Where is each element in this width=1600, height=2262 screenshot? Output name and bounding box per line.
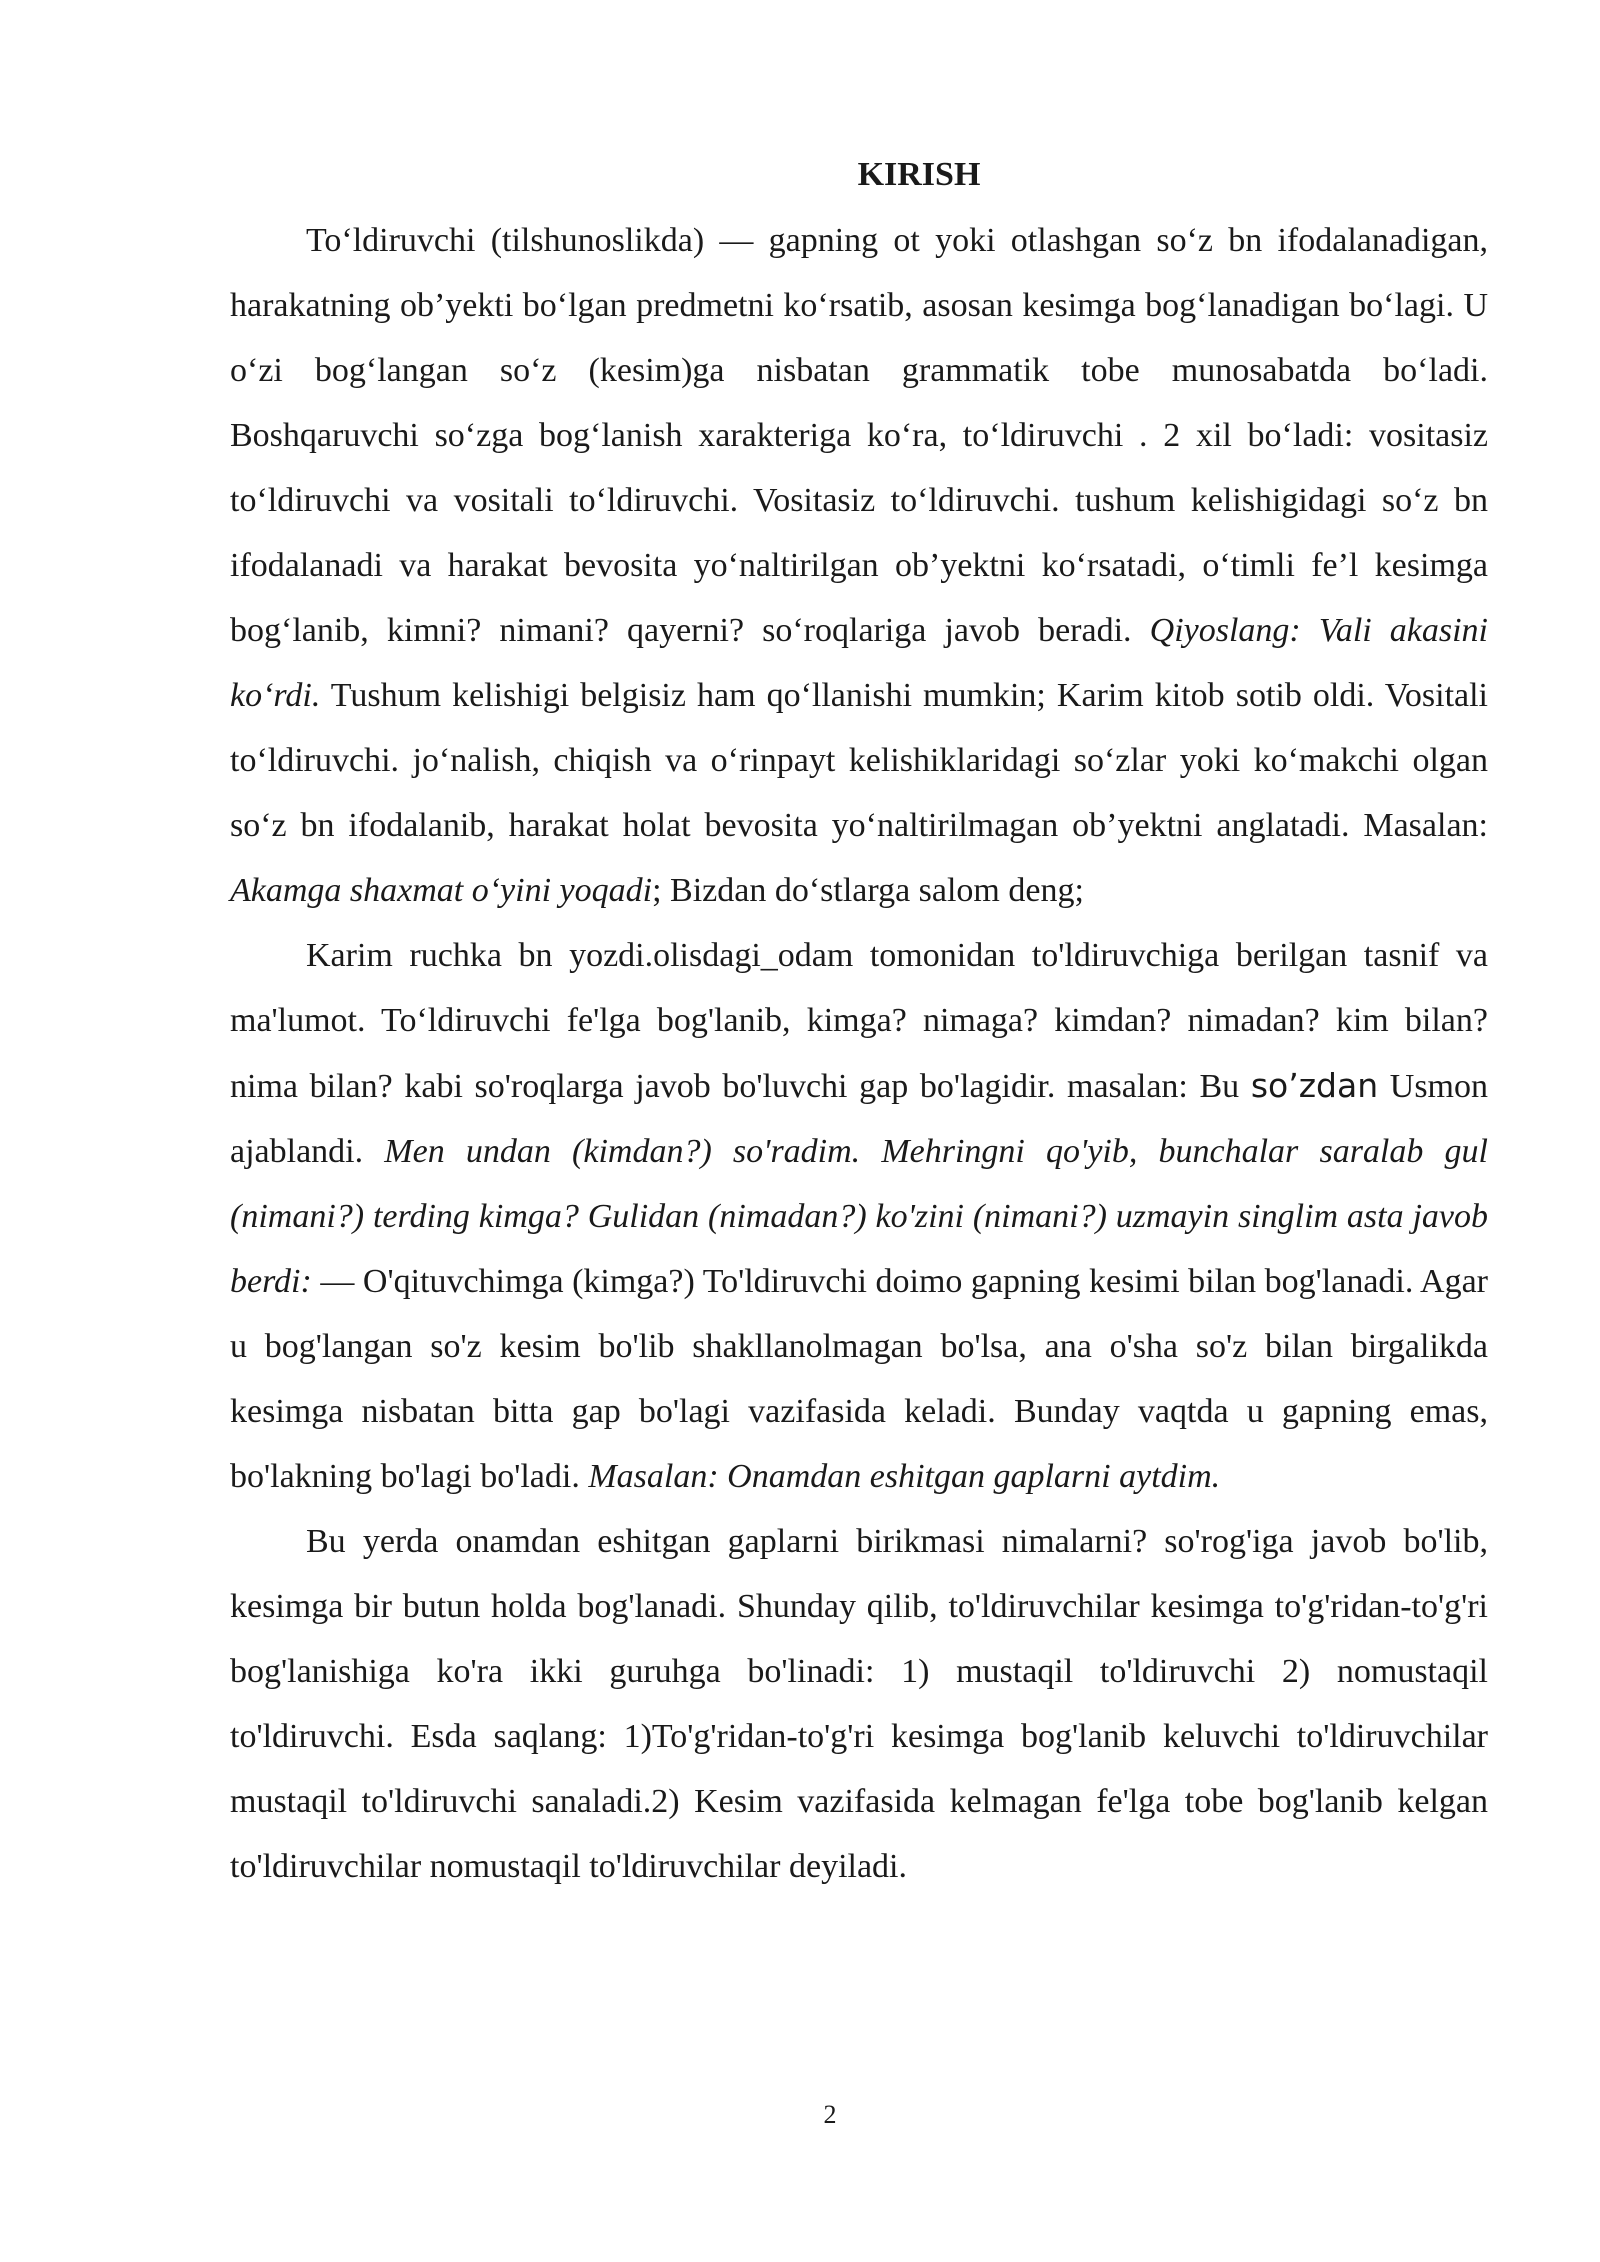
- document-page: [230, 148, 1488, 1899]
- paragraph-1-text-3: ; Bizdan do‘stlarga salom deng;: [652, 872, 1084, 909]
- paragraph-2: [230, 923, 1488, 1509]
- paragraph-3: [230, 1509, 1488, 1899]
- paragraph-2-text-1: Karim ruchka bn yozdi.olisdagi_odam tomonidan to'ldiruvchiga berilgan tasnif va ma'lumot. To‘ldiruvchi fe'lga bog'lanib, kimga? nimaga? kimdan? nimadan? kim bilan? nima bilan? kabi so'roqlarga javob bo'luvchi gap bo'lagidir. masalan: Bu: [230, 937, 1488, 1105]
- page-number: 2: [823, 2100, 837, 2129]
- paragraph-1-text-1: To‘ldiruvchi (tilshunoslikda) — gapning ot yoki otlashgan so‘z bn ifodalanadigan, harakatning ob’yekti bo‘lgan predmetni ko‘rsatib, asosan kesimga bog‘lanadigan bo‘lagi. U o‘zi bog‘langan so‘z (kesim)ga nisbatan grammatik tobe munosabatda bo‘ladi. Boshqaruvchi so‘zga bog‘lanish xarakteriga ko‘ra, to‘ldiruvchi . 2 xil bo‘ladi: vositasiz to‘ldiruvchi va vositali to‘ldiruvchi. Vositasiz to‘ldiruvchi. tushum kelishigidagi so‘z bn ifodalanadi va harakat bevosita yo‘naltirilgan ob’yektni ko‘rsatadi, o‘timli fe’l kesimga bog‘lanib, kimni? nimani? qayerni? so‘roqlariga javob beradi.: [230, 222, 1488, 649]
- paragraph-2-italic-1: Men undan (kimdan?) so'radim. Mehringni qo'yib, bunchalar saralab gul (nimani?) terding kimga? Gulidan (nimadan?) ko'zini (nimani?) uzmayin singlim asta javob berdi:: [230, 1133, 1488, 1300]
- paragraph-1-italic-1: Qiyoslang: Vali akasini ko‘rdi.: [230, 612, 1489, 714]
- paragraph-3-text-1: Bu yerda onamdan eshitgan gaplarni birikmasi nimalarni? so'rog'iga javob bo'lib, kesimga bir butun holda bog'lanadi. Shunday qilib, to'ldiruvchilar kesimga to'g'ridan-to'g'ri bog'lanishiga ko'ra ikki guruhga bo'linadi: 1) mustaqil to'ldiruvchi 2) nomustaqil to'ldiruvchi. Esda saqlang: 1)To'g'ridan-to'g'ri kesimga bog'lanib keluvchi to'ldiruvchilar mustaqil to'ldiruvchi sanaladi.2) Kesim vazifasida kelmagan fe'lga tobe bog'lanib kelgan to'ldiruvchilar nomustaqil to'ldiruvchilar deyiladi.: [230, 1523, 1488, 1885]
- paragraph-2-text-3: — O'qituvchimga (kimga?) To'ldiruvchi doimo gapning kesimi bilan bog'lanadi. Agar u bog'langan so'z kesim bo'lib shakllanolmagan bo'lsa, ana o'sha so'z bilan birgalikda kesimga nisbatan bitta gap bo'lagi vazifasida keladi. Bunday vaqtda u gapning emas, bo'lakning bo'lagi bo'ladi.: [230, 1263, 1488, 1495]
- paragraph-2-sans-word: so’zdan: [1250, 1066, 1379, 1105]
- paragraph-1-italic-2: Akamga shaxmat o‘yini yoqadi: [230, 872, 653, 909]
- page-title: KIRISH: [857, 156, 981, 193]
- paragraph-2-text-2: Usmon ajablandi.: [230, 1068, 1489, 1170]
- paragraph-1-text-2: Tushum kelishigi belgisiz ham qo‘llanishi mumkin; Karim kitob sotib oldi. Vositali to‘ldiruvchi. jo‘nalish, chiqish va o‘rinpayt kelishiklaridagi so‘zlar yoki ko‘makchi olgan so‘z bn ifodalanib, harakat holat bevosita yo‘naltirilmagan ob’yektni anglatadi. Masalan:: [230, 677, 1488, 844]
- paragraph-2-italic-2: Masalan: Onamdan eshitgan gaplarni aytdim.: [588, 1458, 1221, 1495]
- paragraph-1: [230, 208, 1488, 923]
